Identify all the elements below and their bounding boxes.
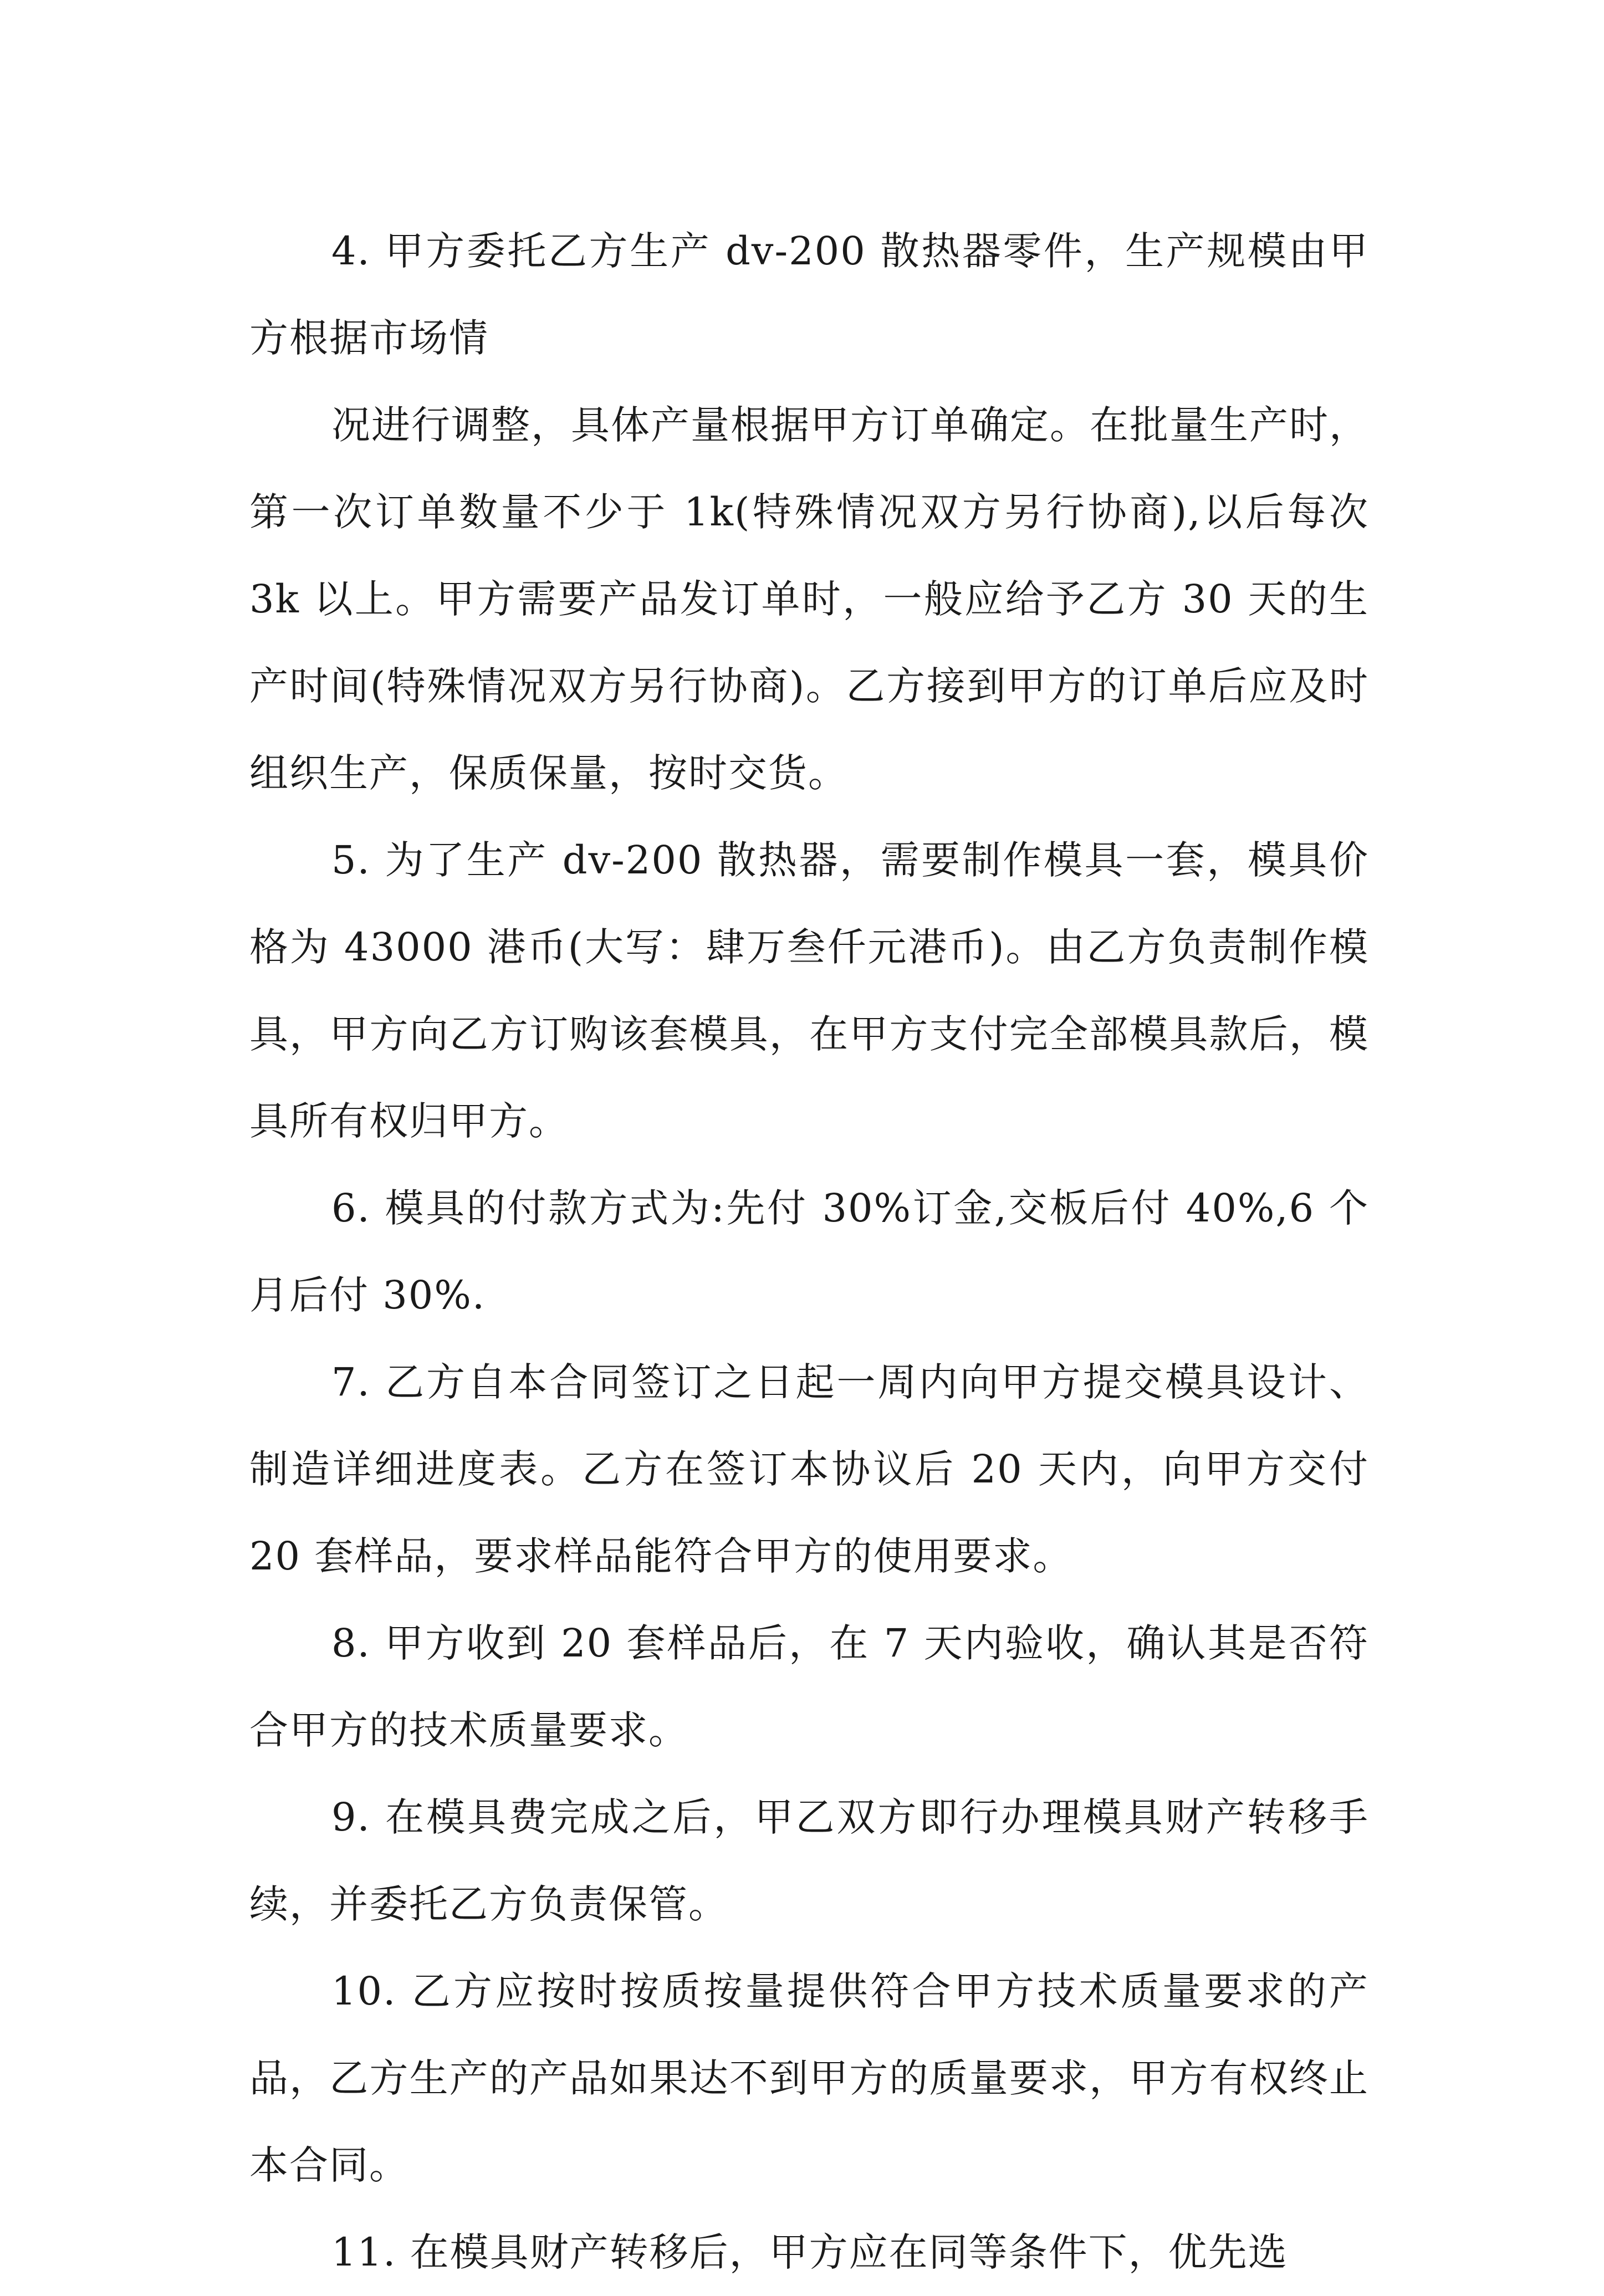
paragraph-clause-4-continued: 况进行调整，具体产量根据甲方订单确定。在批量生产时，第一次订单数量不少于 1k(特殊情况双方另行协商),以后每次 3k 以上。甲方需要产品发订单时，一般应给予乙方 30 天的生产时间(特殊情况双方另行协商)。乙方接到甲方的订单后应及时组织生产，保质保量，按时交货。 bbox=[249, 402, 1369, 796]
paragraph-clause-8: 8. 甲方收到 20 套样品后，在 7 天内验收，确认其是否符合甲方的技术质量要求。 bbox=[249, 1620, 1369, 1753]
paragraph-clause-7: 7. 乙方自本合同签订之日起一周内向甲方提交模具设计、制造详细进度表。乙方在签订本协议后 20 天内，向甲方交付 20 套样品，要求样品能符合甲方的使用要求。 bbox=[249, 1359, 1369, 1579]
paragraph-clause-9: 9. 在模具费完成之后，甲乙双方即行办理模具财产转移手续，并委托乙方负责保管。 bbox=[249, 1794, 1369, 1927]
paragraph-clause-4: 4. 甲方委托乙方生产 dv-200 散热器零件，生产规模由甲方根据市场情 bbox=[249, 228, 1369, 361]
document-body bbox=[249, 208, 1369, 2296]
paragraph-clause-5: 5. 为了生产 dv-200 散热器，需要制作模具一套，模具价格为 43000 港币(大写：肆万叁仟元港币)。由乙方负责制作模具，甲方向乙方订购该套模具，在甲方支付完全部模具款后，模具所有权归甲方。 bbox=[249, 837, 1369, 1144]
paragraph-clause-6: 6. 模具的付款方式为:先付 30%订金,交板后付 40%,6 个月后付 30%. bbox=[249, 1185, 1369, 1318]
paragraph-clause-10: 10. 乙方应按时按质按量提供符合甲方技术质量要求的产品，乙方生产的产品如果达不到甲方的质量要求，甲方有权终止本合同。 bbox=[249, 1968, 1369, 2188]
paragraph-clause-11: 11. 在模具财产转移后，甲方应在同等条件下，优先选 bbox=[331, 2229, 1288, 2275]
